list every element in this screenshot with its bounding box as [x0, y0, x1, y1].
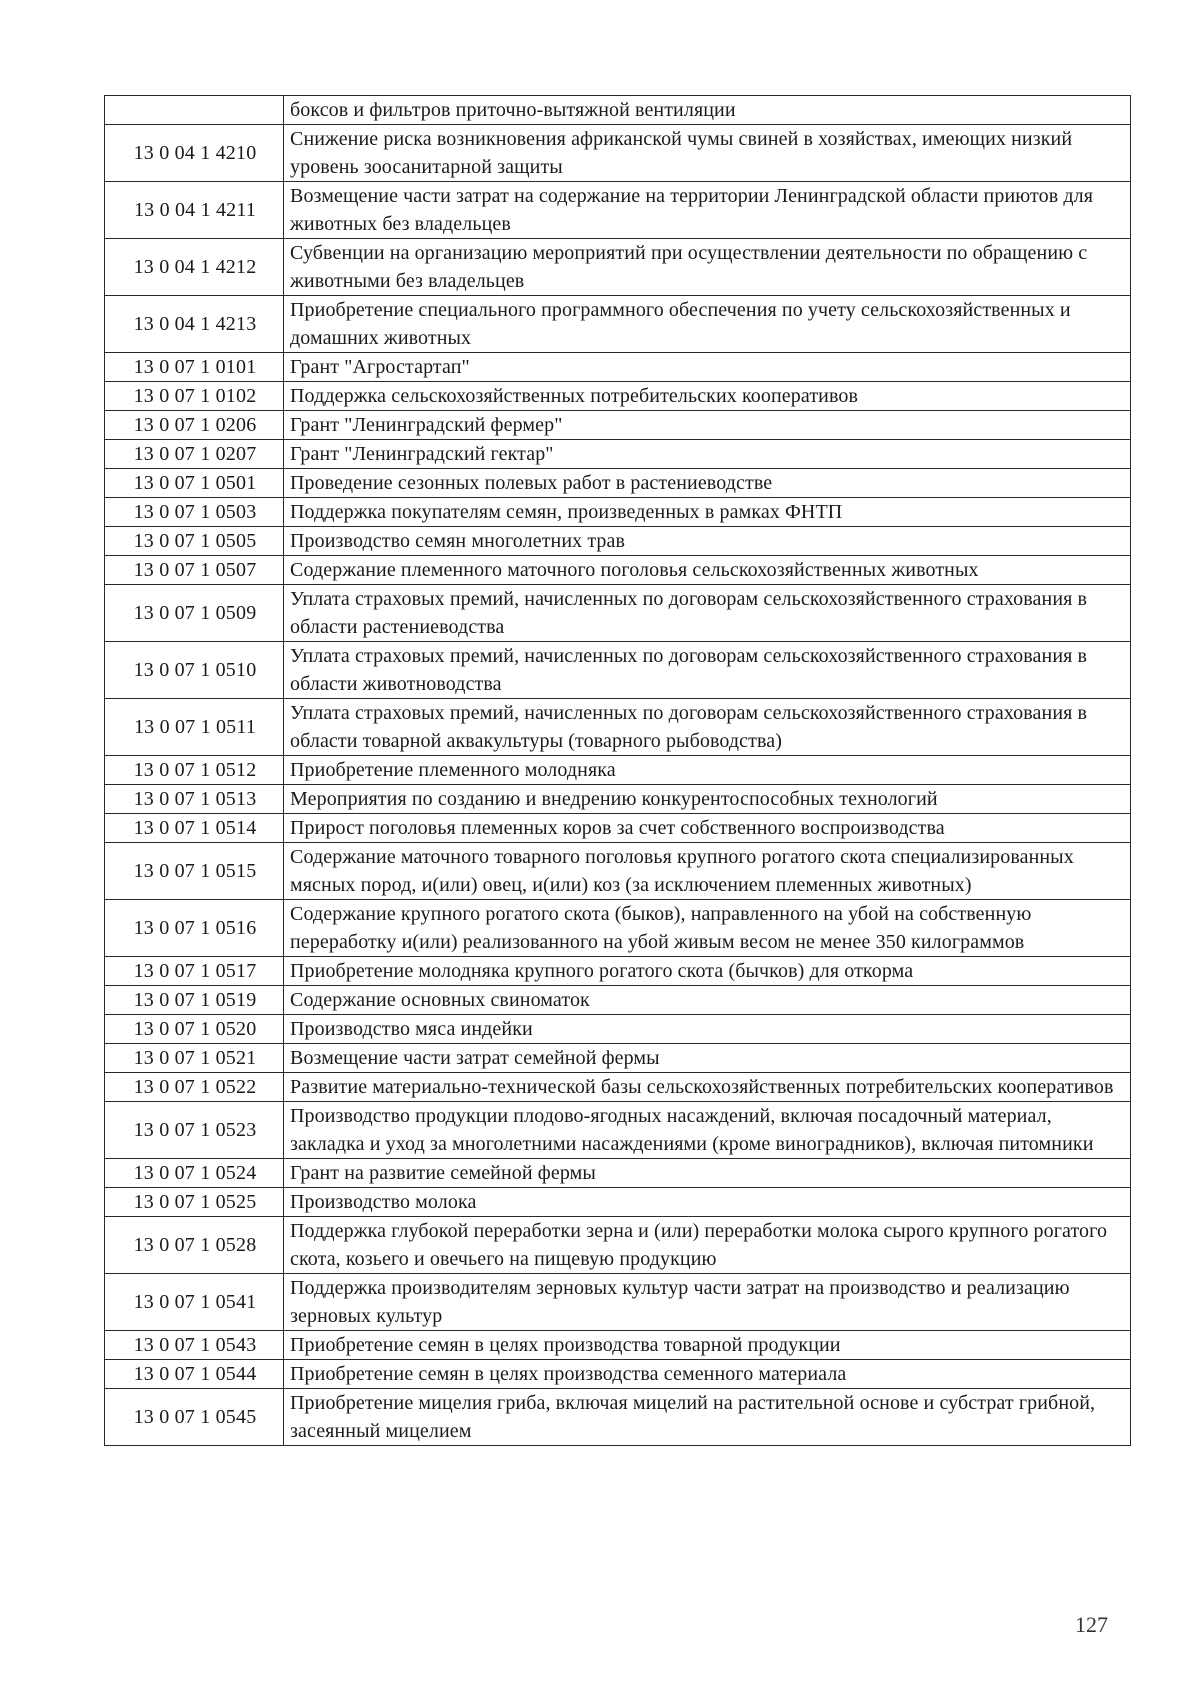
- table-row: [105, 642, 1131, 699]
- table-row: [105, 1044, 1131, 1073]
- table-row: [105, 440, 1131, 469]
- code-cell: [105, 96, 284, 125]
- description-cell: Грант "Агростартап": [284, 353, 1131, 382]
- code-cell: 13 0 07 1 0525: [105, 1188, 284, 1217]
- table-row: [105, 125, 1131, 182]
- code-cell: 13 0 07 1 0523: [105, 1102, 284, 1159]
- table-row: [105, 585, 1131, 642]
- description-cell: Содержание маточного товарного поголовья крупного рогатого скота специализированных мясных пород, и(или) овец, и(или) коз (за исключением племенных животных): [284, 843, 1131, 900]
- code-cell: 13 0 07 1 0517: [105, 957, 284, 986]
- table-row: [105, 1015, 1131, 1044]
- code-cell: 13 0 07 1 0511: [105, 699, 284, 756]
- code-cell: 13 0 07 1 0519: [105, 986, 284, 1015]
- description-cell: Приобретение семян в целях производства семенного материала: [284, 1360, 1131, 1389]
- table-row: [105, 296, 1131, 353]
- table-row: [105, 1188, 1131, 1217]
- description-cell: Содержание племенного маточного поголовья сельскохозяйственных животных: [284, 556, 1131, 585]
- description-cell: Возмещение части затрат на содержание на территории Ленинградской области приютов для животных без владельцев: [284, 182, 1131, 239]
- description-cell: Содержание крупного рогатого скота (быков), направленного на убой на собственную переработку и(или) реализованного на убой живым весом не менее 350 килограммов: [284, 900, 1131, 957]
- table-row: [105, 1217, 1131, 1274]
- description-cell: боксов и фильтров приточно-вытяжной вентиляции: [284, 96, 1131, 125]
- description-cell: Поддержка покупателям семян, произведенных в рамках ФНТП: [284, 498, 1131, 527]
- description-cell: Возмещение части затрат семейной фермы: [284, 1044, 1131, 1073]
- table-row: [105, 182, 1131, 239]
- code-cell: 13 0 07 1 0505: [105, 527, 284, 556]
- description-cell: Производство продукции плодово-ягодных насаждений, включая посадочный материал, закладка и уход за многолетними насаждениями (кроме виноградников), включая питомники: [284, 1102, 1131, 1159]
- description-cell: Уплата страховых премий, начисленных по договорам сельскохозяйственного страхования в области товарной аквакультуры (товарного рыбоводства): [284, 699, 1131, 756]
- table-row: [105, 527, 1131, 556]
- table-row: [105, 239, 1131, 296]
- description-cell: Грант "Ленинградский гектар": [284, 440, 1131, 469]
- table-row: [105, 1360, 1131, 1389]
- table-row: [105, 1159, 1131, 1188]
- description-cell: Производство молока: [284, 1188, 1131, 1217]
- code-cell: 13 0 04 1 4211: [105, 182, 284, 239]
- code-cell: 13 0 04 1 4210: [105, 125, 284, 182]
- description-cell: Содержание основных свиноматок: [284, 986, 1131, 1015]
- code-cell: 13 0 07 1 0522: [105, 1073, 284, 1102]
- table-row: [105, 556, 1131, 585]
- table-row: [105, 1389, 1131, 1446]
- code-cell: 13 0 07 1 0514: [105, 814, 284, 843]
- description-cell: Приобретение мицелия гриба, включая мицелий на растительной основе и субстрат грибной, засеянный мицелием: [284, 1389, 1131, 1446]
- code-cell: 13 0 07 1 0510: [105, 642, 284, 699]
- table-row: [105, 498, 1131, 527]
- code-cell: 13 0 07 1 0101: [105, 353, 284, 382]
- code-cell: 13 0 07 1 0543: [105, 1331, 284, 1360]
- table-row: [105, 411, 1131, 440]
- code-cell: 13 0 07 1 0516: [105, 900, 284, 957]
- code-cell: 13 0 07 1 0509: [105, 585, 284, 642]
- code-cell: 13 0 04 1 4213: [105, 296, 284, 353]
- table-row: [105, 699, 1131, 756]
- table-row: [105, 785, 1131, 814]
- table-row: [105, 1274, 1131, 1331]
- table-row: [105, 756, 1131, 785]
- description-cell: Поддержка производителям зерновых культур части затрат на производство и реализацию зерновых культур: [284, 1274, 1131, 1331]
- description-cell: Производство мяса индейки: [284, 1015, 1131, 1044]
- code-cell: 13 0 07 1 0520: [105, 1015, 284, 1044]
- code-cell: 13 0 07 1 0207: [105, 440, 284, 469]
- description-cell: Грант "Ленинградский фермер": [284, 411, 1131, 440]
- description-cell: Проведение сезонных полевых работ в растениеводстве: [284, 469, 1131, 498]
- description-cell: Снижение риска возникновения африканской чумы свиней в хозяйствах, имеющих низкий уровень зоосанитарной защиты: [284, 125, 1131, 182]
- page-number: 127: [1075, 1612, 1108, 1637]
- code-cell: 13 0 07 1 0544: [105, 1360, 284, 1389]
- code-cell: 13 0 04 1 4212: [105, 239, 284, 296]
- table-row: [105, 900, 1131, 957]
- table-row: [105, 1331, 1131, 1360]
- description-cell: Приобретение семян в целях производства товарной продукции: [284, 1331, 1131, 1360]
- description-cell: Поддержка глубокой переработки зерна и (или) переработки молока сырого крупного рогатого скота, козьего и овечьего на пищевую продукцию: [284, 1217, 1131, 1274]
- code-cell: 13 0 07 1 0501: [105, 469, 284, 498]
- code-cell: 13 0 07 1 0206: [105, 411, 284, 440]
- table-row: [105, 986, 1131, 1015]
- table-body: [105, 96, 1131, 1446]
- code-cell: 13 0 07 1 0513: [105, 785, 284, 814]
- description-cell: Приобретение специального программного обеспечения по учету сельскохозяйственных и домашних животных: [284, 296, 1131, 353]
- description-cell: Приобретение молодняка крупного рогатого скота (бычков) для откорма: [284, 957, 1131, 986]
- code-cell: 13 0 07 1 0521: [105, 1044, 284, 1073]
- code-cell: 13 0 07 1 0503: [105, 498, 284, 527]
- code-cell: 13 0 07 1 0512: [105, 756, 284, 785]
- description-cell: Субвенции на организацию мероприятий при осуществлении деятельности по обращению с животными без владельцев: [284, 239, 1131, 296]
- description-cell: Уплата страховых премий, начисленных по договорам сельскохозяйственного страхования в области животноводства: [284, 642, 1131, 699]
- description-cell: Поддержка сельскохозяйственных потребительских кооперативов: [284, 382, 1131, 411]
- code-cell: 13 0 07 1 0524: [105, 1159, 284, 1188]
- table-row: [105, 1102, 1131, 1159]
- description-cell: Грант на развитие семейной фермы: [284, 1159, 1131, 1188]
- description-cell: Прирост поголовья племенных коров за счет собственного воспроизводства: [284, 814, 1131, 843]
- table-row: [105, 353, 1131, 382]
- table-row: [105, 957, 1131, 986]
- code-cell: 13 0 07 1 0545: [105, 1389, 284, 1446]
- code-cell: 13 0 07 1 0528: [105, 1217, 284, 1274]
- table-row: [105, 814, 1131, 843]
- description-cell: Производство семян многолетних трав: [284, 527, 1131, 556]
- description-cell: Приобретение племенного молодняка: [284, 756, 1131, 785]
- table-row: [105, 1073, 1131, 1102]
- table-row: [105, 382, 1131, 411]
- table-row: [105, 469, 1131, 498]
- budget-codes-table: [104, 95, 1131, 1446]
- description-cell: Мероприятия по созданию и внедрению конкурентоспособных технологий: [284, 785, 1131, 814]
- code-cell: 13 0 07 1 0507: [105, 556, 284, 585]
- code-cell: 13 0 07 1 0102: [105, 382, 284, 411]
- table-row: [105, 843, 1131, 900]
- code-cell: 13 0 07 1 0541: [105, 1274, 284, 1331]
- description-cell: Уплата страховых премий, начисленных по договорам сельскохозяйственного страхования в области растениеводства: [284, 585, 1131, 642]
- code-cell: 13 0 07 1 0515: [105, 843, 284, 900]
- table-row: [105, 96, 1131, 125]
- description-cell: Развитие материально-технической базы сельскохозяйственных потребительских кооперативов: [284, 1073, 1131, 1102]
